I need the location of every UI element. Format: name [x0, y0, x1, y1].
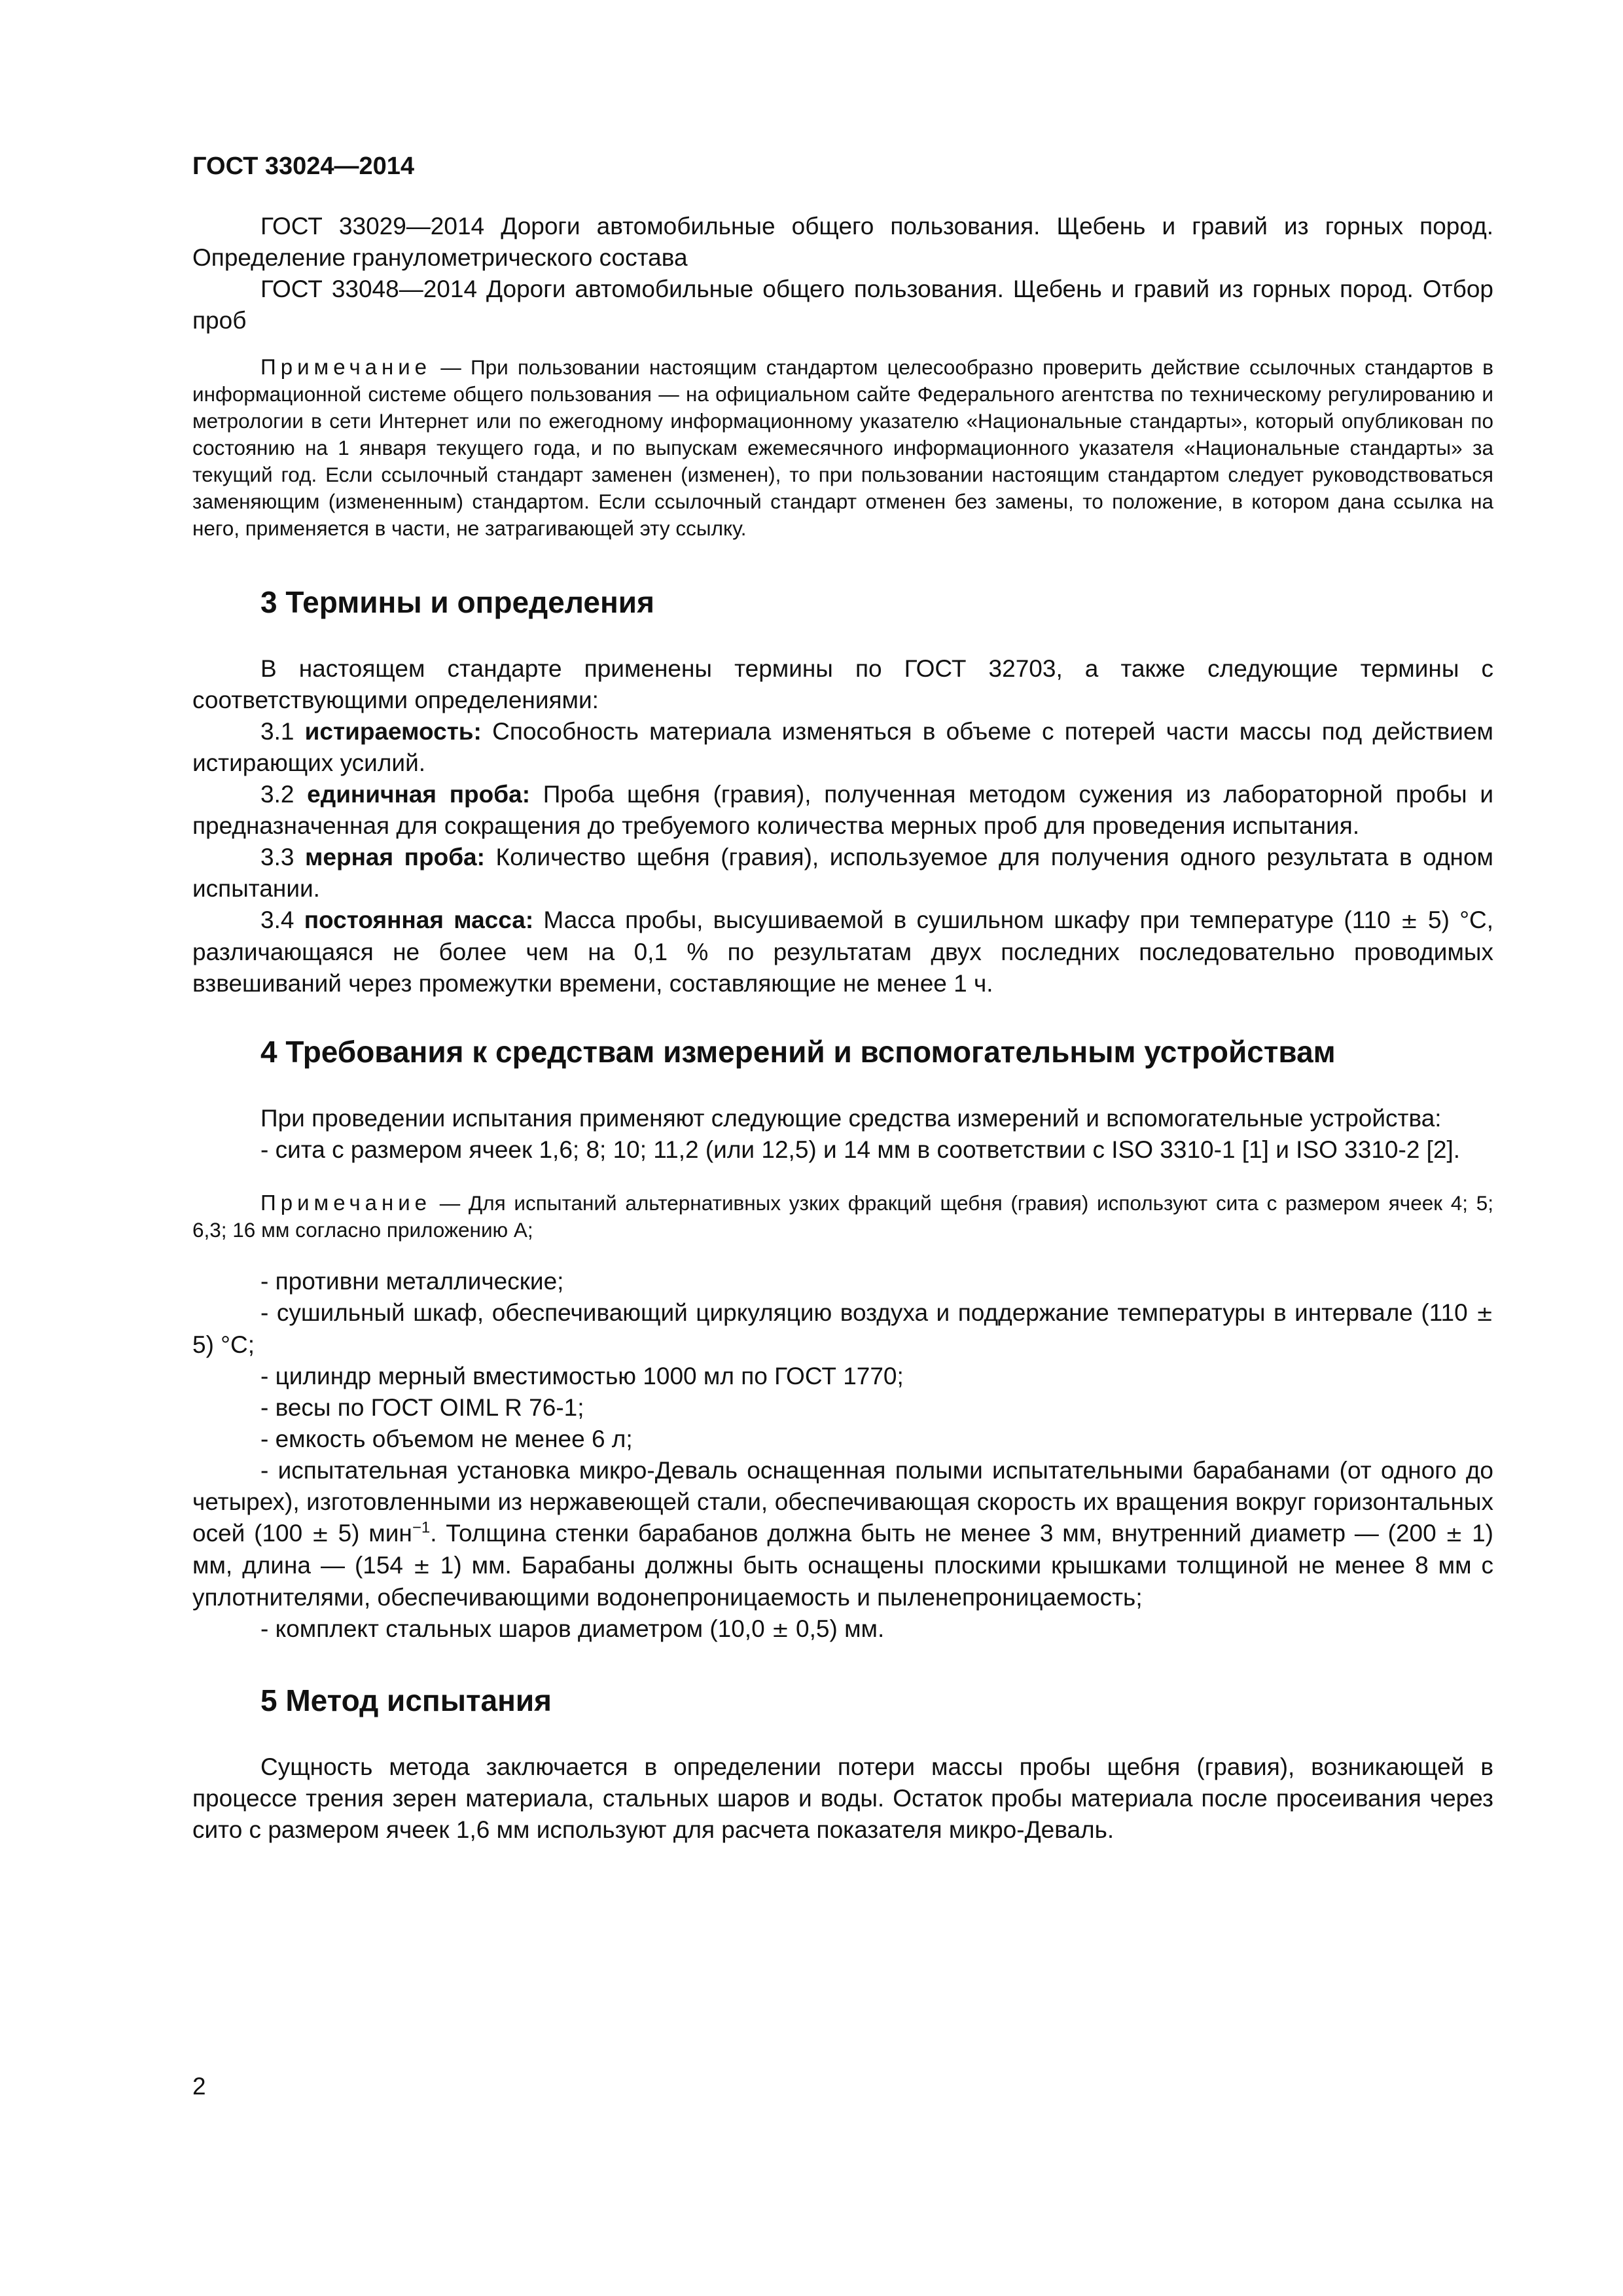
equipment-item-cylinder: - цилиндр мерный вместимостью 1000 мл по ГОСТ 1770;	[260, 1363, 904, 1390]
term-name: мерная проба:	[305, 844, 485, 870]
term-definition: 3.1 истираемость: Способность материала изменяться в объеме с потерей части массы под действием истирающих усилий.	[192, 718, 1493, 776]
term-definition: 3.3 мерная проба: Количество щебня (гравия), используемое для получения одного результата в одном испытании.	[192, 844, 1493, 902]
equipment-item-vessel: - емкость объемом не менее 6 л;	[260, 1426, 633, 1452]
equipment-item-balls: - комплект стальных шаров диаметром (10,0 ± 0,5) мм.	[260, 1615, 885, 1642]
reference-item: ГОСТ 33048—2014 Дороги автомобильные общего пользования. Щебень и гравий из горных пород. Отбор проб	[192, 276, 1493, 334]
section-5-text: Сущность метода заключается в определении потери массы пробы щебня (гравия), возникающей в процессе трения зерен материала, стальных шаров и воды. Остаток пробы материала после просеивания через сито с размером ячеек 1,6 мм используют для расчета показателя микро-Деваль.	[192, 1753, 1493, 1843]
note-label: Примечание	[260, 355, 432, 379]
note-references	[192, 353, 1493, 542]
document-page	[192, 151, 1493, 1846]
term-definition: 3.2 единичная проба: Проба щебня (гравия), полученная методом сужения из лабораторной пробы и предназначенная для сокращения до требуемого количества мерных проб для проведения испытания.	[192, 781, 1493, 839]
equipment-item-micro-deval: - испытательная установка микро-Деваль оснащенная полыми испытательными барабанами (от одного до четырех), изготовленными из нержавеющей стали, обеспечивающая скорость их вращения вокруг горизонтальных осей (100 ± 5) мин$^{-1}$. Толщина стенки барабанов должна быть не менее 3 мм, внутренний диаметр — (200 ± 1) мм, длина — (154 ± 1) мм. Барабаны должны быть оснащены плоскими крышками толщиной не менее 8 мм с уплотнителями, обеспечивающими водонепроницаемость и пыленепроницаемость;	[192, 1457, 1493, 1611]
term-name: истираемость:	[304, 718, 482, 745]
equipment-item-pans: - противни металлические;	[260, 1268, 564, 1295]
reference-item: ГОСТ 33029—2014 Дороги автомобильные общего пользования. Щебень и гравий из горных пород. Определение гранулометрического состава	[192, 213, 1493, 271]
section-4-intro: При проведении испытания применяют следующие средства измерений и вспомогательные устройства:	[260, 1105, 1442, 1132]
note-text: — При пользовании настоящим стандартом целесообразно проверить действие ссылочных стандартов в информационной системе общего пользования — на официальном сайте Федерального агентства по техническому регулированию и метрологии в сети Интернет или по ежегодному информационному указателю «Национальные стандарты», который опубликован по состоянию на 1 января текущего года, и по выпускам ежемесячного информационного указателя «Национальные стандарты» за текущий год. Если ссылочный стандарт заменен (изменен), то при пользовании настоящим стандартом следует руководствоваться заменяющим (измененным) стандартом. Если ссылочный стандарт отменен без замены, то положение, в котором дана ссылка на него, применяется в части, не затрагивающей эту ссылку.	[192, 355, 1493, 540]
term-definition: 3.4 постоянная масса: Масса пробы, высушиваемой в сушильном шкафу при температуре (110 ± 5) °С, различающаяся не более чем на 0,1 % по результатам двух последних последовательно проводимых взвешиваний через промежутки времени, составляющие не менее 1 ч.	[192, 906, 1493, 997]
term-name: единичная проба:	[307, 781, 531, 808]
term-name: постоянная масса:	[304, 906, 534, 933]
section-4-title: 4 Требования к средствам измерений и вспомогательным устройствам	[260, 1035, 1336, 1069]
note-sieves	[192, 1189, 1493, 1244]
section-3-title: 3 Термины и определения	[260, 585, 654, 619]
document-id: ГОСТ 33024—2014	[192, 152, 415, 180]
section-5-title: 5 Метод испытания	[260, 1683, 552, 1717]
equipment-item-oven: - сушильный шкаф, обеспечивающий циркуляцию воздуха и поддержание температуры в интервале (110 ± 5) °С;	[192, 1299, 1493, 1358]
page-number: 2	[192, 2073, 206, 2100]
equipment-item-sieves: - сита с размером ячеек 1,6; 8; 10; 11,2 (или 12,5) и 14 мм в соответствии с ISO 3310-1 [1] и ISO 3310-2 [2].	[260, 1136, 1461, 1163]
section-3-intro: В настоящем стандарте применены термины по ГОСТ 32703, а также следующие термины с соответствующими определениями:	[192, 655, 1493, 713]
note-label: Примечание	[260, 1191, 432, 1215]
note-text: — Для испытаний альтернативных узких фракций щебня (гравия) используют сита с размером ячеек 4; 5; 6,3; 16 мм согласно приложению А;	[192, 1191, 1493, 1242]
equipment-item-scales: - весы по ГОСТ OIML R 76-1;	[260, 1394, 584, 1421]
